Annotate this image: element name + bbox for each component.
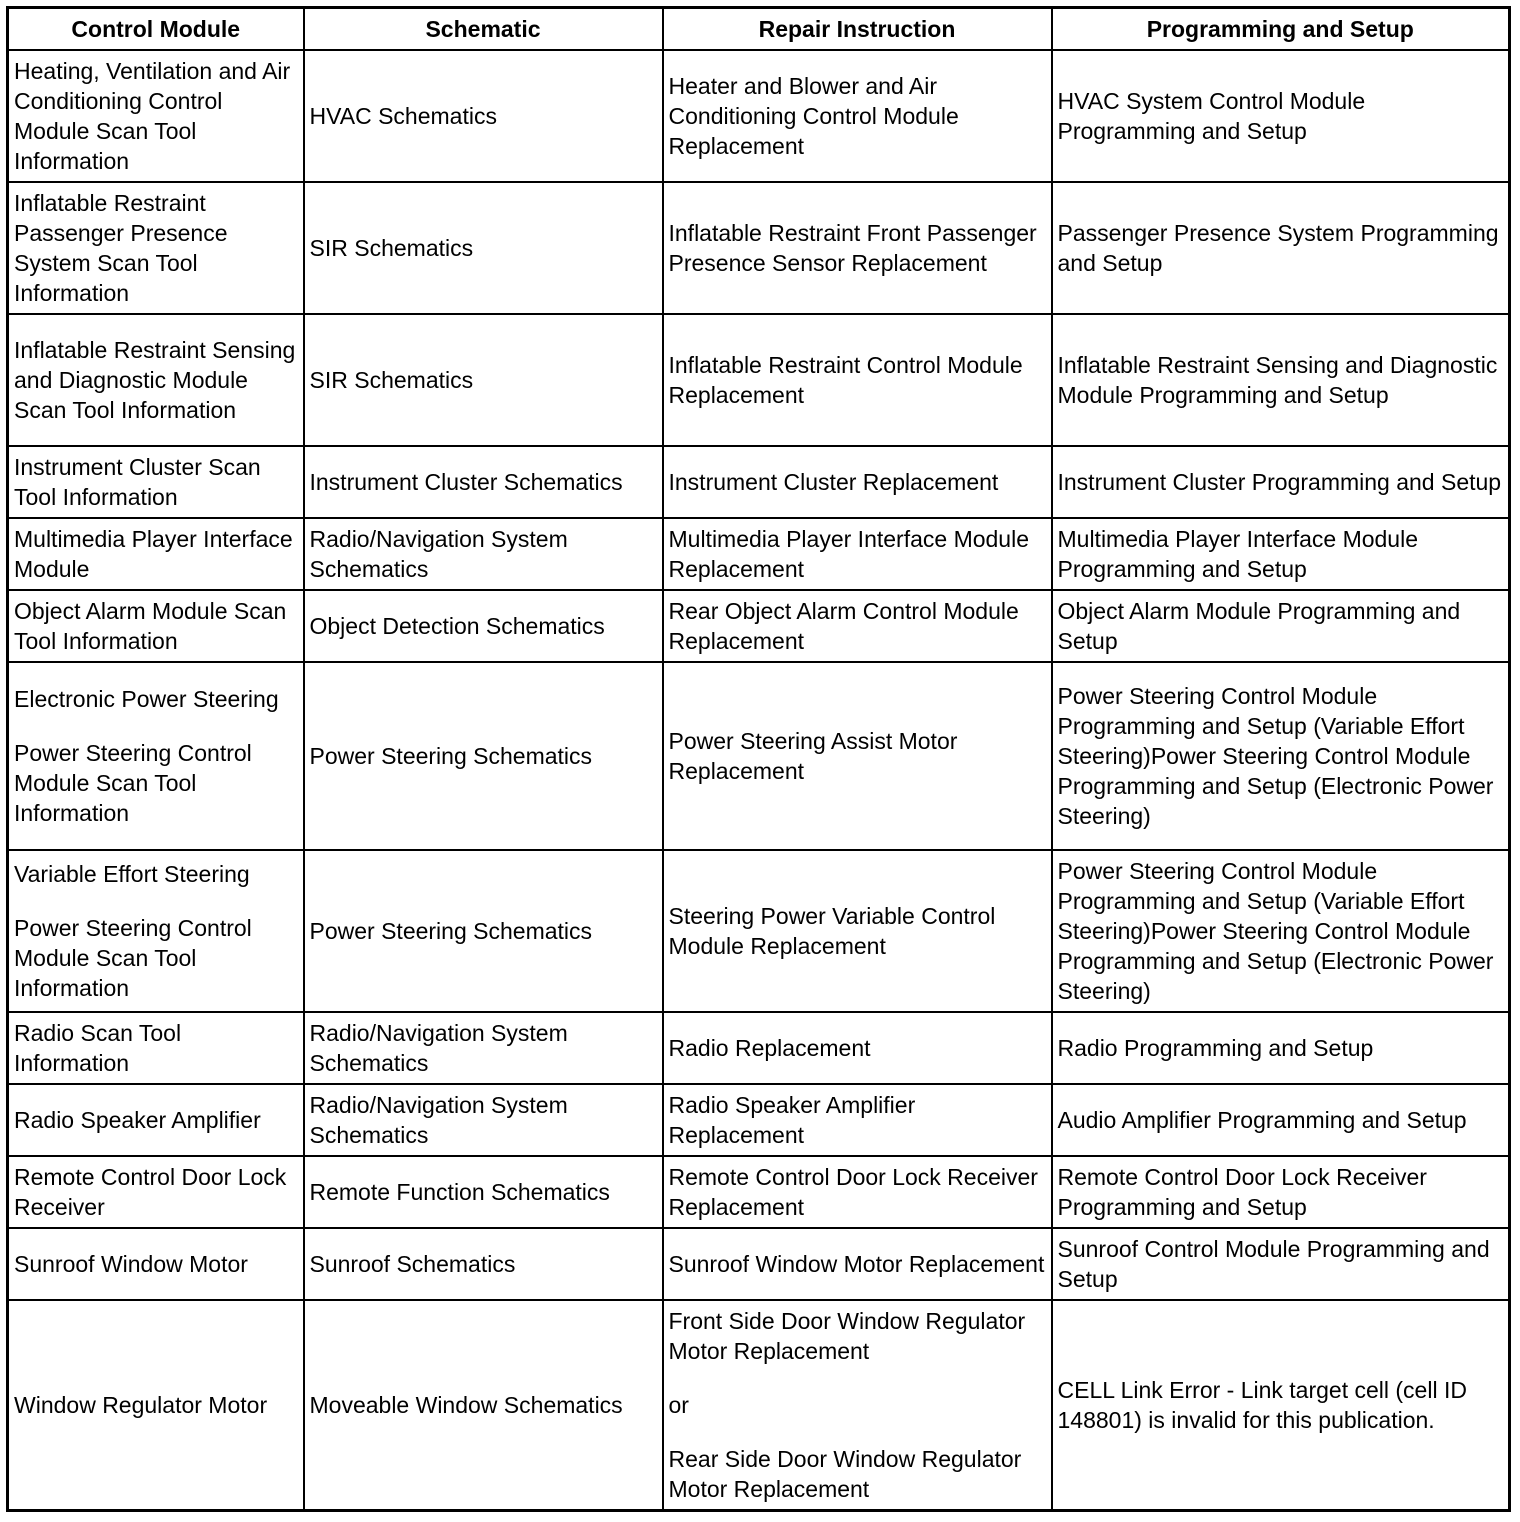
cell-schematic: Power Steering Schematics bbox=[304, 662, 663, 850]
cell-programming-and-setup: Instrument Cluster Programming and Setup bbox=[1052, 446, 1510, 518]
cell-repair-instruction bbox=[663, 446, 1052, 518]
cell-control-module bbox=[8, 1156, 304, 1228]
cell-schematic: Radio/Navigation System Schematics bbox=[304, 518, 663, 590]
cell-schematic: Remote Function Schematics bbox=[304, 1156, 663, 1228]
cell-paragraph: Rear Object Alarm Control Module Replacement bbox=[668, 598, 1019, 654]
header-row bbox=[8, 8, 1510, 51]
cell-programming-and-setup: Power Steering Control Module Programming and Setup (Variable Effort Steering)Power Steering Control Module Programming and Setup (Electronic Power Steering) bbox=[1052, 662, 1510, 850]
cell-paragraph: Remote Control Door Lock Receiver Replacement bbox=[668, 1164, 1038, 1220]
cell-programming-and-setup: Audio Amplifier Programming and Setup bbox=[1052, 1084, 1510, 1156]
cell-paragraph: Radio Replacement bbox=[668, 1035, 871, 1061]
cell-schematic: Object Detection Schematics bbox=[304, 590, 663, 662]
cell-control-module bbox=[8, 1084, 304, 1156]
cell-control-module bbox=[8, 50, 304, 182]
cell-control-module bbox=[8, 314, 304, 446]
cell-programming-and-setup: Radio Programming and Setup bbox=[1052, 1012, 1510, 1084]
cell-programming-and-setup: Object Alarm Module Programming and Setup bbox=[1052, 590, 1510, 662]
cell-programming-and-setup: CELL Link Error - Link target cell (cell ID 148801) is invalid for this publication. bbox=[1052, 1300, 1510, 1510]
cell-paragraph: Inflatable Restraint Passenger Presence System Scan Tool Information bbox=[14, 190, 228, 306]
cell-paragraph: Inflatable Restraint Control Module Replacement bbox=[668, 352, 1023, 408]
cell-paragraph: Power Steering Assist Motor Replacement bbox=[668, 728, 958, 784]
cell-paragraph: Radio Speaker Amplifier Replacement bbox=[668, 1092, 916, 1148]
table-row bbox=[8, 850, 1510, 1012]
cell-programming-and-setup: HVAC System Control Module Programming and Setup bbox=[1052, 50, 1510, 182]
cell-repair-instruction bbox=[663, 850, 1052, 1012]
cell-programming-and-setup: Inflatable Restraint Sensing and Diagnostic Module Programming and Setup bbox=[1052, 314, 1510, 446]
table-row bbox=[8, 446, 1510, 518]
cell-paragraph: Front Side Door Window Regulator Motor Replacement bbox=[668, 1307, 1026, 1364]
cell-repair-instruction bbox=[663, 518, 1052, 590]
cell-paragraph: Inflatable Restraint Front Passenger Presence Sensor Replacement bbox=[668, 220, 1037, 276]
cell-schematic: SIR Schematics bbox=[304, 314, 663, 446]
cell-repair-instruction bbox=[663, 1084, 1052, 1156]
cell-schematic: HVAC Schematics bbox=[304, 50, 663, 182]
table-row bbox=[8, 590, 1510, 662]
table-row bbox=[8, 1012, 1510, 1084]
cell-paragraph: Radio Speaker Amplifier bbox=[14, 1107, 261, 1133]
cell-schematic: Instrument Cluster Schematics bbox=[304, 446, 663, 518]
table-row bbox=[8, 182, 1510, 314]
cell-control-module bbox=[8, 182, 304, 314]
cell-programming-and-setup: Sunroof Control Module Programming and Setup bbox=[1052, 1228, 1510, 1300]
cell-paragraph: Heating, Ventilation and Air Conditioning Control Module Scan Tool Information bbox=[14, 58, 291, 174]
table-row bbox=[8, 518, 1510, 590]
cell-control-module bbox=[8, 1012, 304, 1084]
table-row bbox=[8, 314, 1510, 446]
cell-control-module bbox=[8, 662, 304, 850]
module-reference-table bbox=[6, 6, 1511, 1512]
cell-schematic: Sunroof Schematics bbox=[304, 1228, 663, 1300]
cell-paragraph: Power Steering Control Module Scan Tool Information bbox=[14, 915, 252, 1001]
cell-repair-instruction bbox=[663, 1156, 1052, 1228]
cell-paragraph: Rear Side Door Window Regulator Motor Replacement bbox=[668, 1445, 1022, 1502]
cell-paragraph: Remote Control Door Lock Receiver bbox=[14, 1164, 287, 1220]
table-row bbox=[8, 1300, 1510, 1510]
cell-repair-instruction bbox=[663, 1228, 1052, 1300]
cell-paragraph: Instrument Cluster Scan Tool Information bbox=[14, 454, 261, 510]
table-row bbox=[8, 1156, 1510, 1228]
cell-programming-and-setup: Multimedia Player Interface Module Programming and Setup bbox=[1052, 518, 1510, 590]
cell-paragraph: Power Steering Control Module Scan Tool Information bbox=[14, 740, 252, 826]
cell-paragraph: Sunroof Window Motor bbox=[14, 1251, 248, 1277]
cell-paragraph: or bbox=[668, 1391, 689, 1418]
cell-control-module bbox=[8, 850, 304, 1012]
cell-programming-and-setup: Remote Control Door Lock Receiver Programming and Setup bbox=[1052, 1156, 1510, 1228]
header-programming-and-setup: Programming and Setup bbox=[1052, 8, 1510, 51]
cell-paragraph: Steering Power Variable Control Module Replacement bbox=[668, 903, 996, 959]
cell-control-module bbox=[8, 1228, 304, 1300]
cell-paragraph: Inflatable Restraint Sensing and Diagnostic Module Scan Tool Information bbox=[14, 337, 296, 423]
cell-repair-instruction bbox=[663, 182, 1052, 314]
cell-paragraph: Multimedia Player Interface Module bbox=[14, 526, 293, 582]
cell-paragraph: Electronic Power Steering bbox=[14, 686, 279, 712]
cell-schematic: Moveable Window Schematics bbox=[304, 1300, 663, 1510]
cell-control-module bbox=[8, 518, 304, 590]
cell-paragraph: Instrument Cluster Replacement bbox=[668, 469, 999, 495]
cell-repair-instruction bbox=[663, 1012, 1052, 1084]
header-control-module: Control Module bbox=[8, 8, 304, 51]
table-row bbox=[8, 662, 1510, 850]
cell-paragraph: Radio Scan Tool Information bbox=[14, 1020, 182, 1076]
table-row bbox=[8, 1084, 1510, 1156]
cell-schematic: Radio/Navigation System Schematics bbox=[304, 1084, 663, 1156]
cell-repair-instruction bbox=[663, 590, 1052, 662]
table-row bbox=[8, 1228, 1510, 1300]
cell-schematic: Power Steering Schematics bbox=[304, 850, 663, 1012]
cell-control-module bbox=[8, 1300, 304, 1510]
table-row bbox=[8, 50, 1510, 182]
cell-control-module bbox=[8, 590, 304, 662]
cell-programming-and-setup: Passenger Presence System Programming and Setup bbox=[1052, 182, 1510, 314]
cell-paragraph: Sunroof Window Motor Replacement bbox=[668, 1251, 1045, 1277]
cell-paragraph: Object Alarm Module Scan Tool Information bbox=[14, 598, 287, 654]
cell-repair-instruction bbox=[663, 1300, 1052, 1510]
cell-schematic: SIR Schematics bbox=[304, 182, 663, 314]
cell-paragraph: Variable Effort Steering bbox=[14, 861, 250, 887]
cell-schematic: Radio/Navigation System Schematics bbox=[304, 1012, 663, 1084]
cell-paragraph: Heater and Blower and Air Conditioning Control Module Replacement bbox=[668, 73, 959, 159]
cell-repair-instruction bbox=[663, 50, 1052, 182]
cell-control-module bbox=[8, 446, 304, 518]
header-schematic: Schematic bbox=[304, 8, 663, 51]
header-repair-instruction: Repair Instruction bbox=[663, 8, 1052, 51]
cell-programming-and-setup: Power Steering Control Module Programming and Setup (Variable Effort Steering)Power Steering Control Module Programming and Setup (Electronic Power Steering) bbox=[1052, 850, 1510, 1012]
cell-repair-instruction bbox=[663, 662, 1052, 850]
cell-paragraph: Multimedia Player Interface Module Replacement bbox=[668, 526, 1029, 582]
cell-paragraph: Window Regulator Motor bbox=[14, 1391, 268, 1418]
cell-repair-instruction bbox=[663, 314, 1052, 446]
